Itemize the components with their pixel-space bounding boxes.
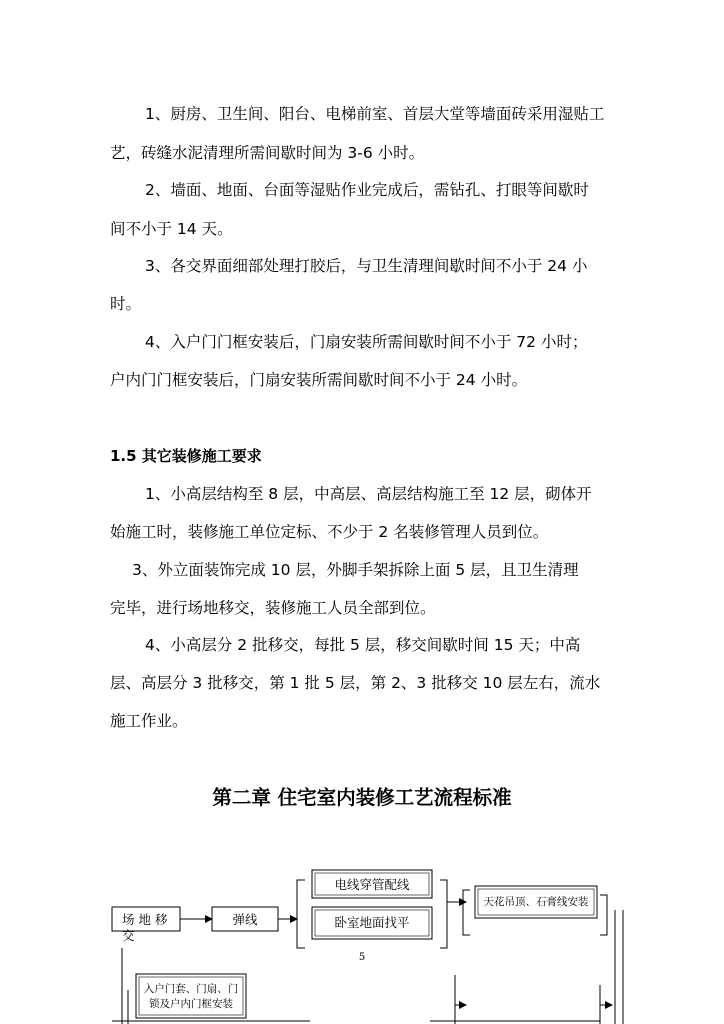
section-item-2-line-1: 3、外立面装饰完成 10 层，外脚手架拆除上面 5 层，且卫生清理 [132, 561, 579, 579]
paragraph-4-line-2: 户内门门框安装后，门扇安装所需间歇时间不小于 24 小时。 [110, 371, 528, 389]
page-number: 5 [358, 952, 366, 963]
paragraph-1-line-1: 1、厨房、卫生间、阳台、电梯前室、首层大堂等墙面砖采用湿贴工 [145, 105, 605, 123]
paragraph-2-line-1: 2、墙面、地面、台面等湿贴作业完成后，需钻孔、打眼等间歇时 [145, 181, 589, 199]
door-frame-label-1: 入户门套、门扇、门 [143, 983, 239, 995]
ceiling-label: 天花吊顶、石膏线安装 [483, 896, 589, 908]
section-item-2-line-2: 完毕，进行场地移交，装修施工人员全部到位。 [110, 599, 436, 617]
paragraph-3-line-1: 3、各交界面细部处理打胶后，与卫生清理间歇时间不小于 24 小 [145, 257, 588, 275]
section-heading: 1.5 其它装修施工要求 [110, 447, 262, 465]
paragraph-2-line-2: 间不小于 14 天。 [110, 220, 233, 238]
door-frame-box [136, 974, 246, 1018]
paragraph-4-line-1: 4、入户门门框安装后，门扇安装所需间歇时间不小于 72 小时； [145, 333, 588, 351]
section-item-3-line-2: 层、高层分 3 批移交，第 1 批 5 层，第 2、3 批移交 10 层左右，流水 [110, 674, 601, 692]
bedroom-floor-label: 卧室地面找平 [334, 915, 410, 930]
paragraph-1-line-2: 艺，砖缝水泥清理所需间歇时间为 3-6 小时。 [110, 144, 425, 162]
group-bracket-right [440, 880, 447, 948]
site-handover-label-2: 交 [122, 928, 135, 943]
chapter-title: 第二章 住宅室内装修工艺流程标准 [212, 786, 512, 809]
wiring-label: 电线穿管配线 [334, 877, 410, 892]
section-item-3-line-3: 施工作业。 [110, 712, 188, 730]
door-frame-label-2: 锁及户内门框安装 [149, 998, 233, 1010]
group-bracket-left [297, 880, 305, 948]
section-item-3-line-1: 4、小高层分 2 批移交，每批 5 层，移交间歇时间 15 天；中高 [145, 636, 581, 654]
snap-line-label: 弹线 [232, 912, 258, 927]
section-item-1-line-2: 始施工时，装修施工单位定标、不少于 2 名装修管理人员到位。 [110, 523, 549, 541]
paragraph-3-line-2: 时。 [110, 295, 142, 313]
site-handover-label-1: 场 地 移 [122, 912, 168, 927]
section-item-1-line-1: 1、小高层结构至 8 层，中高层、高层结构施工至 12 层，砌体开 [145, 485, 592, 503]
